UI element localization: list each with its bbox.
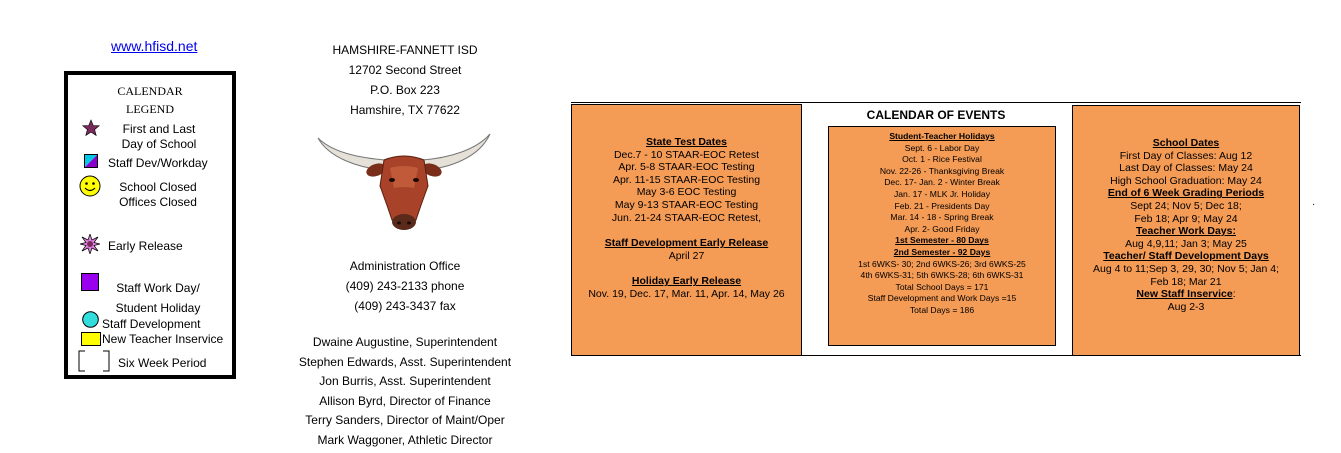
- staff-member: Stephen Edwards, Asst. Superintendent: [298, 354, 512, 369]
- school-dates-box: [1072, 105, 1300, 356]
- list-item: Sept 24; Nov 5; Dec 18;: [1130, 199, 1242, 212]
- list-item: Total Days = 186: [909, 304, 975, 315]
- state-tests-heading: State Test Dates: [646, 136, 727, 148]
- split-square-icon: [84, 154, 98, 168]
- stray-dot: ·: [1312, 199, 1316, 210]
- list-item: Feb 18; Apr 9; May 24: [1134, 212, 1238, 225]
- legend-staff-dev-workday: Staff Dev/Workday: [108, 156, 208, 170]
- list-item: Jan. 17 - MLK Jr. Holiday: [893, 188, 990, 199]
- legend-school-closed: School Closed Offices Closed: [119, 180, 197, 209]
- star-icon: [82, 119, 100, 137]
- staff-directory: [290, 333, 520, 451]
- school-dates-heading: School Dates: [1152, 137, 1220, 149]
- list-item: May 9-13 STAAR-EOC Testing: [614, 198, 759, 211]
- list-item: Dec. 17- Jan. 2 - Winter Break: [884, 177, 1000, 188]
- legend-first-last: First and Last Day of School: [121, 122, 197, 151]
- legend-six-week-period: Six Week Period: [118, 356, 207, 370]
- admin-phone: (409) 243-2133 phone: [345, 279, 465, 293]
- list-item: Staff Development and Work Days =15: [867, 293, 1017, 304]
- list-item: Aug 4 to 11;Sep 3, 29, 30; Nov 5; Jan 4;: [1092, 262, 1280, 275]
- staff-member: Jon Burris, Asst. Superintendent: [319, 374, 491, 389]
- starburst-icon: [80, 234, 100, 254]
- list-item: Apr. 5-8 STAAR-EOC Testing: [618, 161, 755, 174]
- list-item: Total School Days = 171: [895, 281, 989, 292]
- legend-staff-development: Staff Development: [102, 317, 201, 331]
- staff-member: Allison Byrd, Director of Finance: [319, 393, 491, 408]
- staff-member: Mark Waggoner, Athletic Director: [317, 432, 493, 447]
- list-item: High School Graduation: May 24: [1110, 174, 1262, 187]
- list-item: Mar. 14 - 18 - Spring Break: [890, 212, 994, 223]
- list-item: April 27: [668, 249, 705, 262]
- holidays-box: [828, 126, 1056, 346]
- semester1-heading: 1st Semester - 80 Days: [895, 235, 989, 246]
- administration-office: [300, 256, 510, 316]
- legend-title-line1: CALENDAR: [117, 84, 183, 98]
- list-item: Oct. 1 - Rice Festival: [902, 154, 982, 165]
- legend-new-teacher-inservice: New Teacher Inservice: [102, 332, 224, 346]
- grading-heading: End of 6 Week Grading Periods: [1107, 187, 1265, 200]
- workdays-heading: Teacher Work Days:: [1136, 225, 1236, 238]
- legend-staff-work-day: Staff Work Day/ Student Holiday: [115, 281, 201, 315]
- list-item: Feb 18; Mar 21: [1150, 275, 1222, 288]
- state-tests-box: [571, 104, 802, 356]
- district-city: Hamshire, TX 77622: [350, 103, 460, 117]
- new-staff-heading: New Staff Inservice:: [1136, 288, 1236, 301]
- bracket-icon: [77, 350, 111, 372]
- legend-early-release: Early Release: [108, 239, 183, 253]
- list-item: Apr. 2- Good Friday: [904, 223, 980, 234]
- legend-title-line2: LEGEND: [126, 102, 174, 116]
- list-item: Apr. 11-15 STAAR-EOC Testing: [612, 173, 761, 186]
- district-street: 12702 Second Street: [348, 63, 462, 77]
- list-item: Last Day of Classes: May 24: [1119, 162, 1253, 175]
- teacher-dev-heading: Teacher/ Staff Development Days: [1103, 250, 1269, 263]
- square-icon: [81, 273, 99, 291]
- list-item: 1st 6WKS- 30; 2nd 6WKS-26; 3rd 6WKS-25: [858, 258, 1026, 269]
- list-item: Feb. 21 - Presidents Day: [894, 200, 990, 211]
- calendar-legend: [64, 71, 236, 379]
- rectangle-icon: [81, 332, 101, 346]
- list-item: Sept. 6 - Labor Day: [904, 142, 980, 153]
- list-item: Dec.7 - 10 STAAR-EOC Retest: [613, 148, 760, 161]
- smiley-icon: [79, 175, 101, 197]
- district-pobox: P.O. Box 223: [370, 83, 440, 97]
- list-item: 4th 6WKS-31; 5th 6WKS-28; 6th 6WKS-31: [860, 270, 1024, 281]
- list-item: Aug 4,9,11; Jan 3; May 25: [1125, 237, 1247, 250]
- holiday-early-heading: Holiday Early Release: [631, 275, 742, 288]
- semester2-heading: 2nd Semester - 92 Days: [893, 246, 991, 257]
- calendar-title: CALENDAR OF EVENTS: [866, 108, 1006, 122]
- admin-title: Administration Office: [349, 259, 461, 273]
- holidays-heading: Student-Teacher Holidays: [889, 131, 995, 141]
- list-item: First Day of Classes: Aug 12: [1119, 149, 1253, 162]
- district-address: [300, 40, 510, 120]
- staff-dev-early-heading: Staff Development Early Release: [604, 237, 769, 250]
- circle-icon: [82, 311, 99, 328]
- district-name: HAMSHIRE-FANNETT ISD: [332, 43, 478, 57]
- list-item: Jun. 21-24 STAAR-EOC Retest,: [611, 211, 762, 224]
- list-item: Nov. 19, Dec. 17, Mar. 11, Apr. 14, May 26: [588, 287, 785, 300]
- list-item: Aug 2-3: [1167, 300, 1205, 313]
- staff-member: Dwaine Augustine, Superintendent: [312, 335, 498, 349]
- staff-member: Terry Sanders, Director of Maint/Oper: [305, 413, 505, 428]
- admin-fax: (409) 243-3437 fax: [354, 299, 456, 313]
- list-item: May 3-6 EOC Testing: [636, 186, 737, 199]
- list-item: Nov. 22-26 - Thanksgiving Break: [879, 165, 1005, 176]
- website-link[interactable]: www.hfisd.net: [111, 38, 198, 54]
- longhorn-logo: [314, 128, 494, 238]
